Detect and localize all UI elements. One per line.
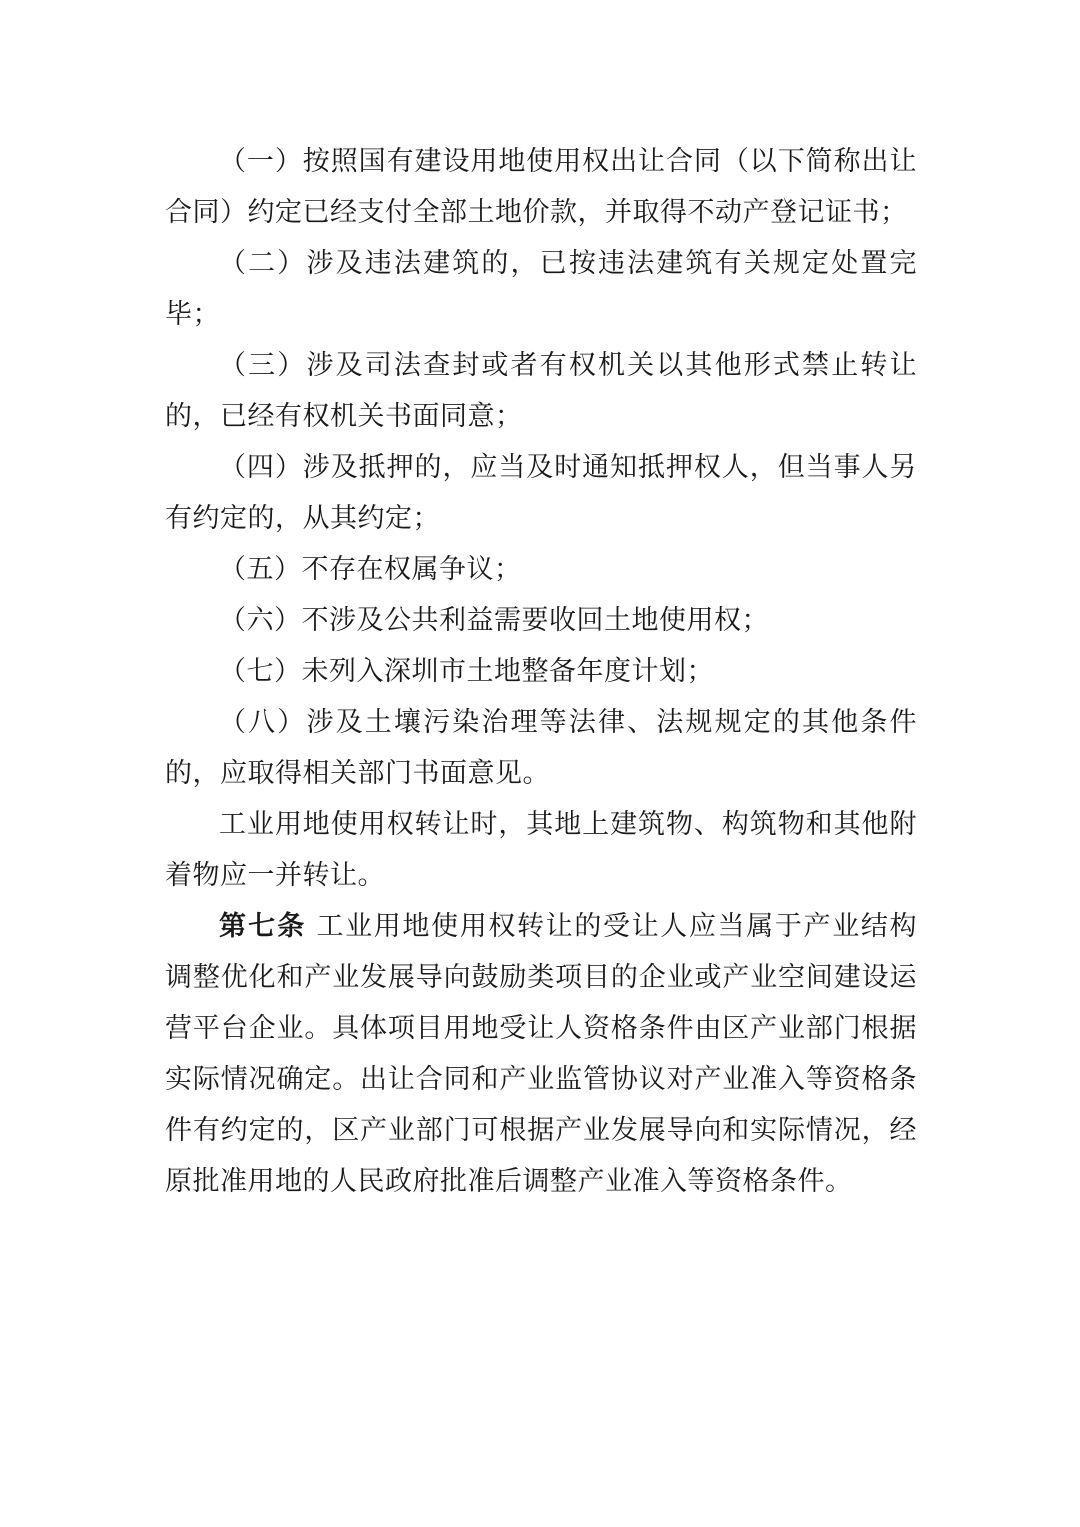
article-7-text: 工业用地使用权转让的受让人应当属于产业结构调整优化和产业发展导向鼓励类项目的企业或产业空间建设运营平台企业。具体项目用地受让人资格条件由区产业部门根据实际情况确定。出让合同和产业监管协议对产业准入等资格条件有约定的，区产业部门可根据产业发展导向和实际情况，经原批准用地的人民政府批准后调整产业准入等资格条件。 <box>165 911 918 1197</box>
clause-7: （七）未列入深圳市土地整备年度计划； <box>219 656 714 687</box>
clause-2: （二）涉及违法建筑的，已按违法建筑有关规定处置完毕； <box>165 248 917 330</box>
clause-1: （一）按照国有建设用地使用权出让合同（以下简称出让合同）约定已经支付全部土地价款，并取得不动产登记证书； <box>165 146 917 228</box>
transfer-note-paragraph: 工业用地使用权转让时，其地上建筑物、构筑物和其他附着物应一并转让。 <box>165 809 917 891</box>
document-page <box>165 136 917 1207</box>
clause-8: （八）涉及土壤污染治理等法律、法规规定的其他条件的，应取得相关部门书面意见。 <box>165 707 917 789</box>
article-7-paragraph <box>165 901 917 1207</box>
clause-5: （五）不存在权属争议； <box>219 554 522 585</box>
article-number: 第七条 <box>219 911 307 942</box>
clause-4: （四）涉及抵押的，应当及时通知抵押权人，但当事人另有约定的，从其约定； <box>165 452 917 534</box>
clause-3: （三）涉及司法查封或者有权机关以其他形式禁止转让的，已经有权机关书面同意； <box>165 350 917 432</box>
clause-6: （六）不涉及公共利益需要收回土地使用权； <box>219 605 769 636</box>
